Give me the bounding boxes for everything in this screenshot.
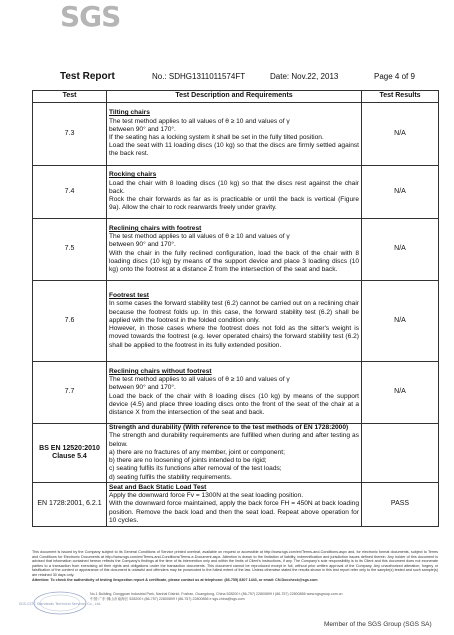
- description-line: Apply the downward force Fv = 1300N at the seat loading position.: [109, 492, 304, 500]
- description-line: c) seating fulfils its functions after removal of the test loads;: [109, 465, 282, 473]
- test-result: N/A: [362, 103, 439, 166]
- section-title: Reclining chairs with footrest: [109, 224, 202, 232]
- test-result: PASS: [362, 483, 439, 527]
- test-description: [107, 362, 362, 424]
- description-line: Load the seat with 11 loading discs (10 kg) so that the discs are firmly settled against the back rest.: [109, 142, 359, 158]
- description-line: The test method applies to all values of θ ≥ 10 and values of γ: [109, 117, 290, 125]
- legal-disclaimer: [32, 550, 438, 582]
- table-row: [33, 219, 439, 281]
- sgs-member-statement: Member of the SGS Group (SGS SA): [324, 621, 432, 628]
- test-description: [107, 103, 362, 166]
- description-line: Rock the chair forwards as far as is practicable or until the back is vertical (Figure 9a). Allow the chair to rock rearwards freely under gravity.: [109, 196, 359, 212]
- table-row: [33, 166, 439, 219]
- authenticity-notice: Attention: To check the authenticity of testing /inspection report & certificate, please contact us at telephone: (86-755) 8307 1443, or email: CN.Doccheck@sgs.com: [32, 577, 318, 582]
- column-header-test: Test: [33, 91, 107, 103]
- description-line: b) there are no loosening of joints intended to be rigid;: [109, 457, 267, 465]
- table-header-row: [33, 91, 439, 103]
- test-result: N/A: [362, 219, 439, 281]
- section-title: Reclining chairs without footrest: [109, 367, 212, 375]
- disclaimer-text: This document is issued by the Company subject to its General Conditions of Service printed overleaf, available on request or accessible at http://www.sgs.com/en/Terms-and-Conditions.aspx and, for electronic format documents, subject to Terms and Conditions for Electronic Documents at http://www.sgs.com/en/Terms-and-Conditions/Terms-e-Document.aspx. Attention is drawn to the limitation of liability, indemnification and jurisdiction issues defined therein. Any holder of this document is advised that information contained hereon reflects the Company's findings at the time of its intervention only and within the limits of Client's instructions, if any. The Company's sole responsibility is to its Client and this document does not exonerate parties to a transaction from exercising all their rights and obligations under the transaction documents. This document cannot be reproduced except in full, without prior written approval of the Company. Any unauthorized alteration, forgery or falsification of the content or appearance of this document is unlawful and offenders may be prosecuted to the fullest extent of the law. Unless otherwise stated the results shown in this test report refer only to the sample(s) tested and such sample(s) are retained 30 days only.: [32, 550, 438, 577]
- address-line-en: No.1 Building, Dongguan Industrial Park, Nanhai District, Foshan, Guangdong, China 528200 t (86-757) 22800899 f (86-757) 22800856 www.sgsgroup.com.cn: [90, 592, 343, 596]
- address-line-cn: 中国·广东·佛山市南海区 528200 t (86-757) 22800899 f (86-757) 22800856 e sgs.china@sgs.com: [90, 597, 245, 601]
- test-clause: 7.4: [33, 166, 107, 219]
- description-line: between 90° and 170°.: [109, 125, 176, 133]
- report-date: Date: Nov.22, 2013: [270, 72, 339, 81]
- test-description: [107, 281, 362, 362]
- section-title: Strength and durability (With reference to the test methods of EN 1728:2000): [109, 424, 349, 432]
- section-title: Tilting chairs: [109, 109, 150, 117]
- test-clause: 7.5: [33, 219, 107, 281]
- description-line: With the chair in the fully reclined configuration, load the back of the chair with 8 loading discs (10 kg) by means of the support device and place 3 loading discs (10 kg) onto the footrest at a distance Z from the intersection of the seat and back.: [109, 249, 359, 273]
- table-row: [33, 103, 439, 166]
- company-stamp-seal: [18, 591, 102, 615]
- sgs-logo: [60, 2, 120, 32]
- sgs-logo-text: SGS: [60, 0, 121, 33]
- table-row: [33, 362, 439, 424]
- company-address-block: [18, 591, 438, 615]
- report-header: [0, 72, 454, 84]
- test-description: [107, 424, 362, 483]
- description-line: d) seating fulfils the stability requirements.: [109, 473, 232, 481]
- test-clause: 7.6: [33, 281, 107, 362]
- description-line: In some cases the forward stability test (6.2) cannot be carried out on a reclining chair because the footrest folds up. In this case, the forward stability test (6.2) shall be applied with the footrest in the folded condition only.: [109, 300, 359, 324]
- table-row: [33, 424, 439, 483]
- test-clause: BS EN 12520:2010 Clause 5.4: [33, 424, 107, 483]
- test-description: [107, 219, 362, 281]
- test-result: N/A: [362, 166, 439, 219]
- address-line: [90, 592, 440, 602]
- test-description: [107, 166, 362, 219]
- description-line: Load the back of the chair with 8 loading discs (10 kg) by means of the support device (4.5) and place three loading discs onto the front of the seat of the chair at a distance X from the intersection of the seat and back.: [109, 392, 359, 416]
- page-number: Page 4 of 9: [374, 72, 415, 81]
- section-title: Seat and Back Static Load Test: [109, 483, 207, 491]
- description-line: between 90° and 170°.: [109, 384, 176, 392]
- stamp-text: SGS-CSTC Standards Technical Services Co., Ltd.: [18, 602, 102, 606]
- section-title: Footrest test: [109, 292, 149, 300]
- description-line: between 90° and 170°.: [109, 241, 176, 249]
- report-number: No.: SDHG1311011574FT: [152, 72, 246, 81]
- section-title: Rocking chairs: [109, 171, 157, 179]
- description-line: The strength and durability requirements are fulfilled when during and after testing as below.: [109, 432, 359, 448]
- description-line: If the seating has a locking system it shall be set in the fully tilted position.: [109, 134, 324, 141]
- test-clause: 7.3: [33, 103, 107, 166]
- column-header-results: Test Results: [362, 91, 439, 103]
- test-result: N/A: [362, 281, 439, 362]
- description-line: Load the chair with 8 loading discs (10 kg) so that the discs rest against the chair back.: [109, 179, 359, 195]
- table-row: [33, 483, 439, 527]
- description-line: The test method applies to all values of θ ≥ 10 and values of γ: [109, 233, 290, 241]
- test-clause: 7.7: [33, 362, 107, 424]
- test-result: N/A: [362, 362, 439, 424]
- column-header-description: Test Description and Requirements: [107, 91, 362, 103]
- test-results-table: [32, 90, 439, 527]
- test-clause: EN 1728:2001, 6.2.1: [33, 483, 107, 527]
- description-line: However, in those cases where the footrest does not fold as the sitter's weight is moved towards the footrest (e.g. lever operated chairs) the forward stability test (6.2) shall be applied to the footrest in its fully extended position.: [109, 325, 359, 349]
- test-description: [107, 483, 362, 527]
- table-row: [33, 281, 439, 362]
- test-result: [362, 424, 439, 483]
- report-title: Test Report: [60, 71, 115, 82]
- description-line: a) there are no fractures of any member, joint or component;: [109, 448, 285, 456]
- description-line: With the downward force maintained, apply the back force FH = 450N at back loading position. Remove the back load and then the seat load. Repeat above operation for 10 cycles.: [109, 500, 359, 524]
- description-line: The test method applies to all values of θ ≥ 10 and values of γ: [109, 376, 290, 384]
